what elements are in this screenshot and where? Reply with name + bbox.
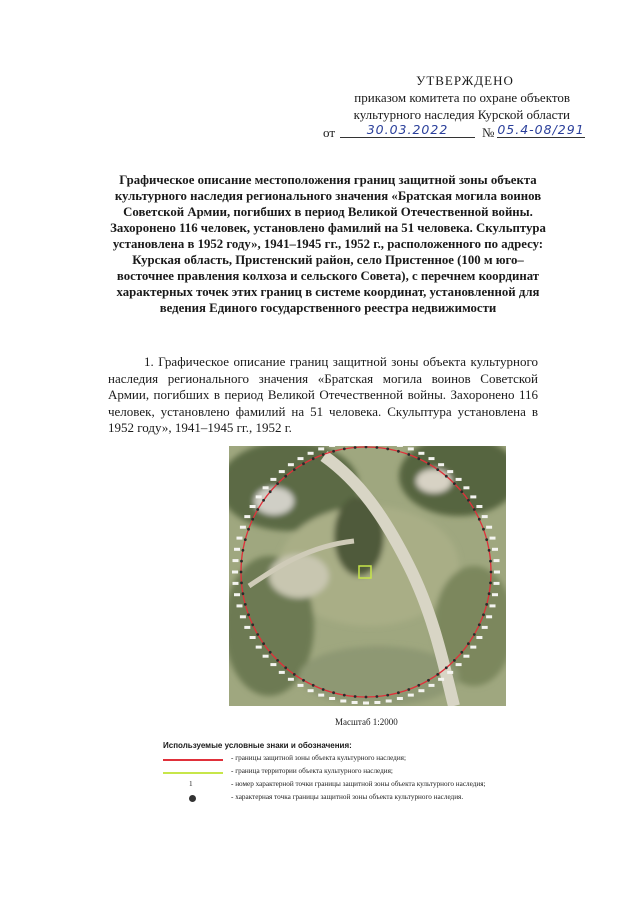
boundary-point: [312, 684, 315, 687]
boundary-point-label: [447, 470, 453, 473]
boundary-point: [436, 468, 439, 471]
boundary-point: [386, 694, 389, 697]
boundary-point: [343, 448, 346, 451]
boundary-point: [485, 538, 488, 541]
boundary-point: [251, 518, 254, 521]
boundary-point-label: [438, 463, 444, 466]
boundary-point-label: [232, 571, 238, 574]
boundary-point: [478, 623, 481, 626]
boundary-point: [244, 603, 247, 606]
boundary-point: [407, 453, 410, 456]
approval-date-row: [300, 124, 600, 142]
boundary-point-label: [486, 615, 492, 618]
legend-item-zone: [163, 754, 563, 767]
boundary-point: [284, 475, 287, 478]
legend-text: - граница территории объекта культурного наследия;: [231, 767, 393, 775]
boundary-point-label: [429, 457, 435, 460]
boundary-point: [482, 613, 485, 616]
boundary-point-label: [298, 684, 304, 687]
boundary-point: [251, 623, 254, 626]
point-dot-symbol: [189, 795, 196, 802]
boundary-point-label: [492, 593, 498, 596]
boundary-point-label: [429, 684, 435, 687]
legend-item-point-number: [163, 780, 563, 793]
section-paragraph: [108, 354, 538, 437]
legend-item-point: [163, 793, 563, 806]
boundary-point-label: [494, 571, 500, 574]
boundary-point: [242, 549, 245, 552]
boundary-point-label: [244, 626, 250, 629]
boundary-point-label: [288, 463, 294, 466]
boundary-point-label: [318, 447, 324, 450]
boundary-point: [247, 528, 250, 531]
boundary-point: [256, 508, 259, 511]
boundary-point-label: [329, 446, 335, 447]
boundary-point: [489, 582, 492, 585]
boundary-point: [354, 695, 357, 698]
boundary-point: [242, 592, 245, 595]
boundary-point-label: [486, 526, 492, 529]
boundary-point: [417, 684, 420, 687]
satellite-map: [229, 446, 506, 706]
boundary-point-label: [240, 615, 246, 618]
boundary-point: [427, 462, 430, 465]
boundary-point: [240, 571, 243, 574]
boundary-point: [445, 666, 448, 669]
boundary-point: [397, 691, 400, 694]
approval-date: 30.03.2022: [340, 122, 475, 138]
legend-text: - номер характерной точки границы защитной зоны объекта культурного наследия;: [231, 780, 486, 788]
boundary-point-label: [447, 671, 453, 674]
boundary-point-label: [234, 593, 240, 596]
boundary-point-label: [482, 626, 488, 629]
boundary-point: [332, 450, 335, 453]
boundary-point-label: [386, 700, 392, 703]
boundary-point: [488, 592, 491, 595]
boundary-point: [489, 560, 492, 563]
boundary-point-label: [263, 655, 269, 658]
boundary-point: [386, 448, 389, 451]
boundary-point: [473, 508, 476, 511]
boundary-point: [376, 446, 379, 449]
boundary-point: [436, 673, 439, 676]
boundary-point-label: [329, 697, 335, 700]
boundary-point: [485, 603, 488, 606]
paragraph-text: 1. Графическое описание границ защитной зоны объекта культурного наследия регионального значения «Братская могила воинов Советской Армии, погибших в период Великой Отечественной войны. Захоронено 116 человек, установлено фамилий на 51 человека. Скульптура установлена в 1952 году», 1941–1945 гг., 1952 г.: [108, 354, 538, 435]
boundary-point-label: [270, 663, 276, 666]
boundary-point: [302, 462, 305, 465]
boundary-point: [365, 696, 368, 699]
boundary-point-label: [308, 452, 314, 455]
boundary-point: [354, 446, 357, 449]
boundary-point: [460, 651, 463, 654]
boundary-point-label: [279, 671, 285, 674]
boundary-point-label: [363, 702, 369, 705]
boundary-point-label: [250, 505, 256, 508]
boundary-point-label: [256, 646, 262, 649]
approval-number: 05.4-08/291: [497, 122, 585, 137]
boundary-point: [284, 666, 287, 669]
boundary-point: [467, 642, 470, 645]
boundary-point-label: [470, 495, 476, 498]
boundary-point-label: [250, 636, 256, 639]
boundary-point-label: [456, 663, 462, 666]
boundary-point: [417, 457, 420, 460]
point-number-symbol: 1: [189, 780, 193, 788]
boundary-point-label: [476, 505, 482, 508]
boundary-point-label: [288, 678, 294, 681]
boundary-point: [240, 560, 243, 563]
boundary-point: [490, 571, 493, 574]
boundary-point: [262, 642, 265, 645]
boundary-point: [240, 582, 243, 585]
green-line-symbol: [163, 772, 223, 774]
document-title: Графическое описание местоположения границ защитной зоны объекта культурного наследия регионального значения «Братская могила воинов Советской Армии, погибших в период Великой Отечественной войны. Захоронено 116 человек, установлено фамилий на 51 человека. Скульптура установлена в 1952 году», 1941–1945 гг., 1952 г., расположенного по адресу: Курская область, Пристенский район, село Пристенное (100 м юго–восточнее правления колхоза и сельского Совета), с перечнем координат характерных точек этих границ в системе координат, установленной для ведения Единого государственного реестра недвижимости: [110, 173, 546, 315]
boundary-point-label: [237, 537, 243, 540]
boundary-point-label: [233, 582, 239, 585]
boundary-point-label: [374, 701, 380, 704]
boundary-point-label: [352, 701, 358, 704]
boundary-point-label: [463, 655, 469, 658]
boundary-point-label: [240, 526, 246, 529]
boundary-point: [445, 475, 448, 478]
boundary-point: [488, 549, 491, 552]
boundary-point: [407, 688, 410, 691]
boundary-point: [293, 673, 296, 676]
boundary-point-label: [279, 470, 285, 473]
boundary-point-label: [494, 582, 500, 585]
boundary-point: [397, 450, 400, 453]
boundary-point-label: [490, 537, 496, 540]
approval-line-2: культурного наследия Курской области: [353, 107, 570, 122]
boundary-point-label: [298, 457, 304, 460]
boundary-point-label: [476, 636, 482, 639]
legend-text: - характерная точка границы защитной зоны объекта культурного наследия.: [231, 793, 464, 801]
approval-line-1: приказом комитета по охране объектов: [354, 90, 570, 105]
boundary-point: [427, 679, 430, 682]
boundary-point: [376, 695, 379, 698]
legend-heading: Используемые условные знаки и обозначения:: [163, 741, 352, 750]
boundary-point: [269, 490, 272, 493]
boundary-point-label: [490, 604, 496, 607]
boundary-point: [343, 694, 346, 697]
boundary-point: [293, 468, 296, 471]
boundary-point: [467, 499, 470, 502]
boundary-point-label: [408, 447, 414, 450]
boundary-point-label: [494, 559, 500, 562]
approval-title: УТВЕРЖДЕНО: [416, 73, 514, 88]
boundary-point: [460, 490, 463, 493]
approval-block: [300, 72, 600, 142]
red-line-symbol: [163, 759, 223, 761]
boundary-point: [302, 679, 305, 682]
date-prefix: от: [323, 125, 336, 140]
boundary-point-label: [234, 548, 240, 551]
boundary-point-label: [418, 452, 424, 455]
map-svg: [229, 446, 506, 706]
boundary-point-label: [237, 604, 243, 607]
boundary-point-label: [470, 646, 476, 649]
boundary-point: [262, 499, 265, 502]
boundary-point-label: [438, 678, 444, 681]
boundary-point-label: [397, 446, 403, 447]
boundary-point: [269, 651, 272, 654]
boundary-point-label: [256, 495, 262, 498]
map-scale: Масштаб 1:2000: [335, 717, 398, 727]
boundary-point-label: [340, 700, 346, 703]
boundary-point-label: [263, 486, 269, 489]
boundary-point: [244, 538, 247, 541]
number-prefix: №: [482, 125, 495, 140]
boundary-point: [276, 482, 279, 485]
boundary-point-label: [456, 478, 462, 481]
boundary-point-label: [482, 515, 488, 518]
boundary-point: [482, 528, 485, 531]
boundary-point-label: [233, 559, 239, 562]
boundary-point-label: [318, 694, 324, 697]
boundary-point: [256, 633, 259, 636]
boundary-point: [473, 633, 476, 636]
boundary-point: [276, 659, 279, 662]
boundary-point-label: [492, 548, 498, 551]
boundary-point-label: [270, 478, 276, 481]
boundary-point: [332, 691, 335, 694]
boundary-point: [247, 613, 250, 616]
boundary-point: [453, 659, 456, 662]
boundary-point: [322, 688, 325, 691]
boundary-point-label: [418, 689, 424, 692]
boundary-point: [322, 453, 325, 456]
legend: [163, 741, 563, 806]
boundary-point-label: [308, 689, 314, 692]
legend-item-territory: [163, 767, 563, 780]
boundary-point: [453, 482, 456, 485]
boundary-point-label: [408, 694, 414, 697]
boundary-point-label: [244, 515, 250, 518]
legend-text: - границы защитной зоны объекта культурного наследия;: [231, 754, 406, 762]
boundary-point-label: [463, 486, 469, 489]
boundary-point-label: [397, 697, 403, 700]
boundary-point: [478, 518, 481, 521]
boundary-point: [312, 457, 315, 460]
